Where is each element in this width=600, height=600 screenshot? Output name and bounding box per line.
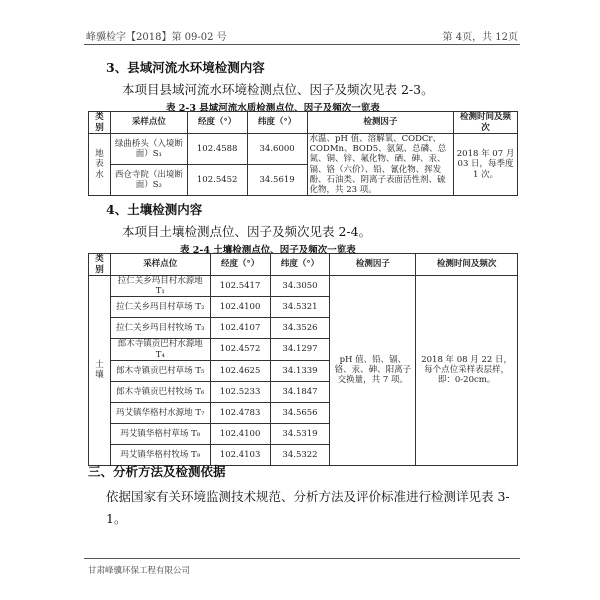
table-row [89, 276, 518, 297]
table-2-4-point: 拉仁关乡玛目村草场 T₂ [110, 297, 210, 318]
table-2-3-category: 地表水 [89, 134, 111, 196]
footer-divider [84, 558, 520, 559]
table-2-4-header-lon: 经度（°） [210, 254, 270, 276]
table-2-4 [88, 253, 518, 466]
table-2-4-point: 拉仁关乡玛目村牧场 T₃ [110, 318, 210, 339]
table-2-4-lon: 102.5417 [210, 276, 270, 297]
table-2-4-lat: 34.5322 [270, 444, 330, 465]
section-3-heading: 3、县域河流水环境检测内容 [106, 60, 265, 75]
table-2-4-header-factors: 检测因子 [330, 254, 416, 276]
table-2-4-lat: 34.5319 [270, 423, 330, 444]
table-2-3-header-point: 采样点位 [110, 112, 187, 134]
table-2-3-header-factors: 检测因子 [307, 112, 454, 134]
table-2-3-lat: 34.5619 [247, 165, 307, 196]
table-2-3-header-lat: 纬度（°） [247, 112, 307, 134]
table-2-3-point: 绿曲桥头（入境断面）S₁ [110, 134, 187, 165]
table-2-4-header-lat: 纬度（°） [270, 254, 330, 276]
table-2-4-lon: 102.4625 [210, 360, 270, 381]
table-2-4-point: 郎木寺镇贡巴村水源地 T₄ [110, 339, 210, 360]
document-number: 峰骥检字【2018】第 09-02 号 [86, 32, 227, 43]
table-2-4-point: 郎木寺镇贡巴村草场 T₅ [110, 360, 210, 381]
table-2-3-header-time: 检测时间及频次 [454, 112, 518, 134]
section-three-heading: 三、分析方法及检测依据 [88, 464, 226, 479]
table-2-4-lon: 102.4103 [210, 444, 270, 465]
table-2-4-lat: 34.1339 [270, 360, 330, 381]
table-2-4-lat: 34.5656 [270, 402, 330, 423]
table-2-3-lon: 102.4588 [187, 134, 247, 165]
table-2-3-lat: 34.6000 [247, 134, 307, 165]
table-2-4-lon: 102.5233 [210, 381, 270, 402]
table-row [89, 134, 518, 165]
footer-company: 甘肃峰骥环保工程有限公司 [88, 566, 191, 576]
section-4-intro: 本项目土壤检测点位、因子及频次见表 2-4。 [122, 224, 372, 239]
table-2-3-caption: 表 2-3 县域河流水质检测点位、因子及频次一览表 [166, 103, 380, 114]
table-2-4-point: 玛艾镇华格村牧场 T₉ [110, 444, 210, 465]
table-2-4-lat: 34.1297 [270, 339, 330, 360]
table-2-4-point: 郎木寺镇贡巴村牧场 T₆ [110, 381, 210, 402]
table-2-4-factors: pH 值、铅、镉、铬、汞、砷、阳离子交换量，共 7 项。 [330, 276, 416, 466]
table-2-4-header-time: 检测时间及频次 [416, 254, 518, 276]
table-2-3-factors: 水温、pH 值、溶解氧、CODCr、CODMn、BOD5、氨氮、总磷、总氮、铜、锌、氟化物、硒、砷、汞、镉、铬（六价）、铅、氰化物、挥发酚、石油类、阴离子表面活性剂、硫化物，共 23 项。 [307, 134, 454, 196]
table-2-4-time: 2018 年 08 月 22 日，每个点位采样表层样，即：0-20cm。 [416, 276, 518, 466]
table-2-3-time: 2018 年 07 月 03 日，每季度 1 次。 [454, 134, 518, 196]
section-three-text: 依据国家有关环境监测技术规范、分析方法及评价标准进行检测详见表 3-1。 [106, 489, 510, 526]
table-2-4-lon: 102.4107 [210, 318, 270, 339]
page-info: 第 4页，共 12页 [442, 32, 518, 43]
table-2-3-header-lon: 经度（°） [187, 112, 247, 134]
table-2-4-category: 土壤 [89, 276, 111, 466]
table-2-3 [88, 111, 518, 196]
table-2-4-lat: 34.1847 [270, 381, 330, 402]
table-2-4-caption: 表 2-4 土壤检测点位、因子及频次一览表 [180, 245, 356, 256]
table-2-4-point: 拉仁关乡玛目村水源地 T₁ [110, 276, 210, 297]
header-divider [84, 44, 520, 45]
table-2-4-lon: 102.4100 [210, 297, 270, 318]
table-2-4-point: 玛艾镇华格村水源地 T₇ [110, 402, 210, 423]
table-2-3-lon: 102.5452 [187, 165, 247, 196]
table-2-4-header-point: 采样点位 [110, 254, 210, 276]
table-2-4-lat: 34.3526 [270, 318, 330, 339]
table-2-4-lon: 102.4572 [210, 339, 270, 360]
table-2-4-lat: 34.5321 [270, 297, 330, 318]
section-4-heading: 4、土壤检测内容 [106, 202, 203, 217]
table-2-4-lat: 34.3050 [270, 276, 330, 297]
table-2-4-lon: 102.4783 [210, 402, 270, 423]
table-2-3-point: 西仓寺院（出境断面）S₂ [110, 165, 187, 196]
table-2-4-header-category: 类别 [89, 254, 111, 276]
table-2-4-lon: 102.4100 [210, 423, 270, 444]
section-3-intro: 本项目县域河流水环境检测点位、因子及频次见表 2-3。 [122, 82, 434, 97]
table-2-4-point: 玛艾镇华格村草场 T₈ [110, 423, 210, 444]
table-2-3-header-category: 类别 [89, 112, 111, 134]
